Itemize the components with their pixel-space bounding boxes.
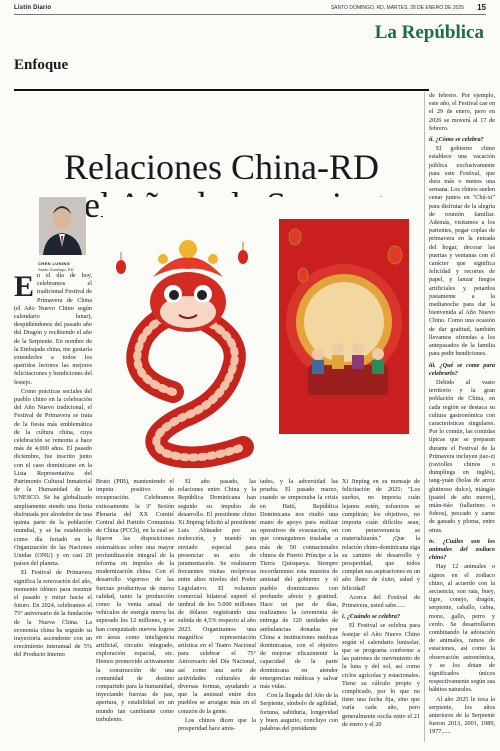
page-header bbox=[14, 0, 486, 44]
paragraph: de febrero. Por ejemplo, este año, el Festival cae en el 29 de enero, pero en 2026 se moverá al 17 de febrero. bbox=[429, 92, 495, 132]
paragraph: Con la llegada del Año de la Serpiente, símbolo de agilidad, fortuna, sabiduría, longevidad y buen augurio, concluyo con palabras del presidente bbox=[260, 692, 338, 733]
drop-cap: E bbox=[14, 272, 35, 303]
author-location: Santo Domingo, RD bbox=[38, 267, 74, 272]
headline-line-1: Relaciones China-RD bbox=[64, 147, 379, 187]
subheading: i. ¿Cuándo se celebra? bbox=[342, 613, 401, 621]
paragraph: tades, y la adversidad las prueba. El pasado marzo, cuando se empeoraba la crisis en Haití, República Dominicana nos rindió una mano de apoyo para realizar operativos de evacuación, en que conseguimos trasladar a más de 50 connacionales chinos de Puerto Príncipe a la Tierra Quisqueya. Siempre recordaremos esta muestra de amistad del gobierno y el pueblo dominicanos con profundo afecto y gratitud. Hace un par de días, realizamos la ceremonia de entrega de 120 unidades de ambulancias donadas por China a instituciones médicas dominicanas, con el objetivo de mejorar eficazmente la capacidad de la parte dominicana en atender emergencias médicas y salvar más vidas. bbox=[260, 478, 338, 691]
paragraph: El gobierno chino establece una vacación pública exclusivamente para este Festival, que dura más o menos una semana. Los chinos suelen cenar juntos en "Chú-xī" para disfrutar de la alegría de reunión familiar. Además, visitamos a los parientes, pegar coplas de primavera en la entrada del hogar, decorar las puertas y ventanas con el carácter que significa felicidad y recortes de papel, y lanzar fuegos artificiales y petardos justamente a la medianoche para dar la bienvenida al Año Nuevo Chino. Como una ocasión de dar gratitud, también llevamos ofrendas a los antepasados de la familia para pedir bendiciones. bbox=[429, 145, 495, 358]
dateline: SANTO DOMINGO, RD, MARTES, 28 DE ENERO DE 2025 bbox=[330, 5, 464, 11]
paragraph: Al año 2025 le toca la serpiente, los años anteriores de la Serpiente fueron 2013, 2001, 1989, 1977...... bbox=[429, 695, 495, 736]
paragraph: Bruto (PIB), manteniendo el impetu positivo de recuperación. Celebramos exitosamente la 3ª Sesión Plenaria del XX Comité Central del Partido Comunista de China (PCCh), en la cual se fijaron las disposiciones sistemáticas sobre una mayor profundización integral de la reforma en impulso de la modernización china. Con el desarrollo vigoroso de las fuerzas productivas de nueva calidad, tanto la producción como la venta anual de vehículos de energía nueva ha superado los 12 millones, y se han conquistado nuevos logros en áreas como inteligencia artificial, circuito integrado, exploración espacial, etc. Hemos promovido activamente la construcción de una comunidad de destino compartido para la humanidad, inyectando fuerzas de paz, apertura, y estabilidad en un mundo tan cambiante como turbulento. bbox=[96, 478, 174, 723]
paragraph: Los chinos dicen que la prosperidad hace amis- bbox=[178, 716, 256, 733]
header-rule bbox=[14, 14, 486, 15]
rubric-rule bbox=[14, 89, 429, 91]
page-number: 15 bbox=[477, 3, 486, 12]
paragraph: Debido al vasto territorio y la gran población de China, en cada región se destaca su cultura gastronómica con características singulares. Por lo común, las comidas típicas que se preparan durante el Festival de la Primavera incluyen jiao-zi (raviolles chinos o dumplings en inglés), tang-yuán (bolas de arroz glutinoso dulce), niángāo (pastel de año nuevo), miàn-tiáo (tallarines o fideos), pescado y carne de ganado y ploma, entre otras. bbox=[429, 378, 495, 534]
section-name: La República bbox=[374, 22, 484, 43]
article-column-2 bbox=[96, 478, 174, 742]
subheading: iii. ¿Qué se come para celebrarlo? bbox=[429, 361, 495, 377]
paragraph: n el día de hoy, celebramos el tradicional Festival de Primavera de China (el Año Nuevo Chino según calendario lunar), despidiéndonos del pasado año del Dragón y recibiendo el año de la Serpiente. En nombre de la Embajada china, me gustaría extenderles a todos los queridos lectores las mejores felicitaciones y bendiciones del festejo. bbox=[14, 272, 92, 386]
headline-line-2: el bbox=[84, 185, 111, 225]
paragraph: Xi Jinping en su mensaje de felicitación de 2025: "Los sueños, no importa cuán lejanos estén, esfuerzos se cumplirán; los objetivos, no importa cuán difíciles sean, con perseverancia se materializarán." ¡Que la relación chino-dominicana siga su camino de desarrollo y prosperidad, que todos cumplan sus aspiraciones en un año lleno de éxito, salud y felicidad! bbox=[342, 478, 420, 592]
subheading: iv. ¿Cuáles son los animales del zodiaco chino? bbox=[429, 537, 495, 562]
rubric: Enfoque bbox=[14, 57, 69, 73]
author-name: CHEN LUNING bbox=[38, 261, 71, 266]
paragraph: El año pasado, las relaciones entre China y la República Dominicana han seguido su impulso de desarrollo. El presidente chino Xi Jinping felicitó al presidente Luis Abinader por su reelección, y mandó un enviado especial para presenciar su acto de juramentación. Se realizaron frecuentes visitas recíprocas entre altos niveles del Poder Legislativo. El volumen comercial bilateral superó el umbral de los 5.000 millones de dólares registrando una subida de 4,5% respecto al año 2023. Organizamos una magnífica representación artística en el Teatro Nacional para celebrar el 75° Aniversario del Día Nacional, así como una serie de actividades culturales de diversas formas, ayudando a que la amistad entre dos pueblos se arraigue más en el corazón de la gente. bbox=[178, 478, 256, 715]
paragraph: El Festival se celebra para festejar el Año Nuevo Chino según el calendario lunisolar, que se programa conforme a las patrones de movimiento de la luna y del sol, así como ciclos agrícolas y estacionales. Tiene su cálculo propio y complicado, por lo que no tiene una fecha fija, sino que varía cada año, pero generalmente oscila entre el 21 de enero y el 20 bbox=[342, 622, 420, 728]
article-column-3 bbox=[178, 478, 256, 742]
article-column-5 bbox=[342, 478, 420, 742]
article-column-4 bbox=[260, 478, 338, 742]
subheading: ii. ¿Cómo se celebra? bbox=[429, 136, 484, 144]
paragraph: Como prácticas sociales del pueblo chino en la celebración del Año Nuevo tradicional, el Festival de Primavera se trata de la fiesta más emblemática de la cultura china, cuya celebración se remonta a hace más de 4.000 años. El pasado diciembre, fue inscrito junto con el caso dominicano en la Lista Representativa del Patrimonio Cultural Inmaterial de la Humanidad de la UNESCO. Se ha globalizado ampliamente siendo una fiesta disfrutada por alrededor de una quinta parte de la población mundial, y se ha establecido como día feriado en la Organización de las Naciones Unidas (ONU) y en casi 20 países del planeta. bbox=[14, 387, 92, 568]
chinese-new-year-illustration bbox=[103, 197, 409, 468]
article-column-1 bbox=[14, 272, 92, 742]
newspaper-logo: Listín Diario bbox=[14, 5, 52, 11]
paragraph: Acerca del Festival de Primavera, usted sabe...... bbox=[342, 593, 420, 610]
paragraph: El Festival de Primavera significa la renovación del año, momento idóneo para resumir el pasado y mirar hacia el futuro. En 2024, celebramos el 75° aniversario de la fundación de la Nueva China. La economía china ha seguido su trayectoria ascendente con un crecimiento interanual de 5% del Producto Interno bbox=[14, 569, 92, 659]
author-photo bbox=[39, 197, 86, 255]
paragraph: Hay 12 animales o signos en el zodiaco chino, al acuerdo con la secuencia, son rata, buey, tigre, conejo, dragón, serpiente, caballo, cabra, mono, gallo, perro y cerdo. Se desarrollaron combinando la adoración de animales, ramos de estaciones, así como la observación astronómica, y se los dotan de significados únicos respectivamente según sus hábitos naturales. bbox=[429, 563, 495, 694]
article-column-6 bbox=[424, 92, 495, 742]
